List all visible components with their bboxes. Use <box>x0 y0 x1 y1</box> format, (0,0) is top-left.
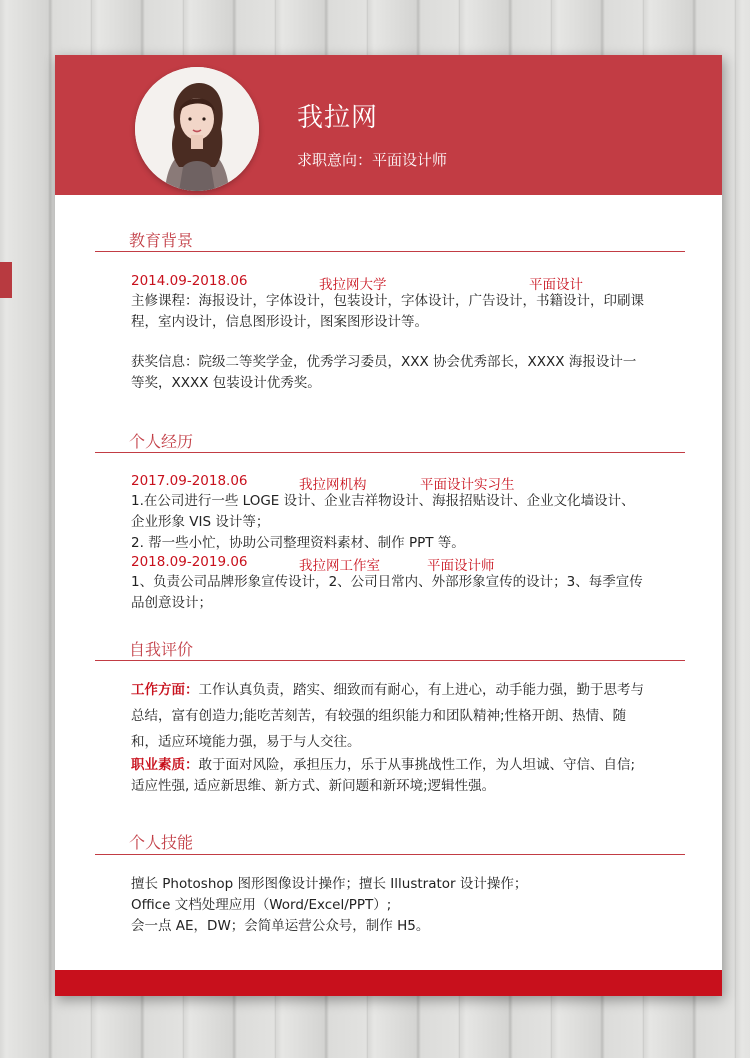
section-title-self-eval: 自我评价 <box>129 640 194 659</box>
job2-period: 2018.09-2019.06 <box>131 554 248 570</box>
section-title-skills: 个人技能 <box>129 833 194 852</box>
section-title-education: 教育背景 <box>129 231 194 250</box>
education-courses: 主修课程：海报设计，字体设计，包装设计，字体设计，广告设计，书籍设计，印刷课程，室内设计，信息图形设计，图案图形设计等。 <box>131 293 644 330</box>
job1-period: 2017.09-2018.06 <box>131 473 248 489</box>
skill-line-2: Office 文档处理应用（Word/Excel/PPT）; <box>131 897 392 913</box>
side-accent-bar <box>0 262 12 298</box>
job1-duty-2: 2. 帮一些小忙，协助公司整理资料素材、制作 PPT 等。 <box>131 535 465 551</box>
education-period: 2014.09-2018.06 <box>131 273 248 289</box>
job2-duty-1: 1、负责公司品牌形象宣传设计，2、公司日常内、外部形象宣传的设计；3、每季宣传品创意设计； <box>131 574 643 611</box>
job2-company: 我拉网工作室 <box>299 558 380 574</box>
job1-company: 我拉网机构 <box>299 477 367 493</box>
section-divider-experience <box>95 452 685 453</box>
quality-text: 敢于面对风险，承担压力，乐于从事挑战性工作，为人坦诚、守信、自信;适应性强, 适应新思维、新方式、新问题和新环境;逻辑性强。 <box>131 757 636 794</box>
portrait-illustration <box>135 67 259 191</box>
skill-line-3: 会一点 AE，DW；会简单运营公众号，制作 H5。 <box>131 918 430 934</box>
job1-role: 平面设计实习生 <box>420 477 515 493</box>
self-eval-work <box>131 677 646 755</box>
profile-photo <box>135 67 259 191</box>
self-eval-quality <box>131 755 646 797</box>
job1-duty-1: 1.在公司进行一些 LOGE 设计、企业吉祥物设计、海报招贴设计、企业文化墙设计、企业形象 VIS 设计等； <box>131 493 635 530</box>
education-major: 平面设计 <box>529 277 583 293</box>
resume-sheet <box>55 55 722 996</box>
education-awards: 获奖信息：院级二等奖学金，优秀学习委员，XXX 协会优秀部长，XXXX 海报设计一等奖，XXXX 包装设计优秀奖。 <box>131 354 637 391</box>
work-label: 工作方面： <box>131 682 199 698</box>
work-text: 工作认真负责，踏实、细致而有耐心，有上进心，动手能力强，勤于思考与总结，富有创造力;能吃苦刻苦，有较强的组织能力和团队精神;性格开朗、热情、随和，适应环境能力强，易于与人交往。 <box>131 682 644 750</box>
section-divider-skills <box>95 854 685 855</box>
skill-line-1: 擅长 Photoshop 图形图像设计操作；擅长 Illustrator 设计操作； <box>131 876 528 892</box>
section-divider-education <box>95 251 685 252</box>
education-school: 我拉网大学 <box>319 277 387 293</box>
job-intention: 求职意向：平面设计师 <box>297 151 448 169</box>
resume-footer-bar <box>55 970 722 996</box>
candidate-name: 我拉网 <box>297 103 379 133</box>
section-title-experience: 个人经历 <box>129 432 194 451</box>
resume-header <box>55 55 722 195</box>
job2-role: 平面设计师 <box>427 558 495 574</box>
quality-label: 职业素质： <box>131 757 199 773</box>
section-divider-self-eval <box>95 660 685 661</box>
